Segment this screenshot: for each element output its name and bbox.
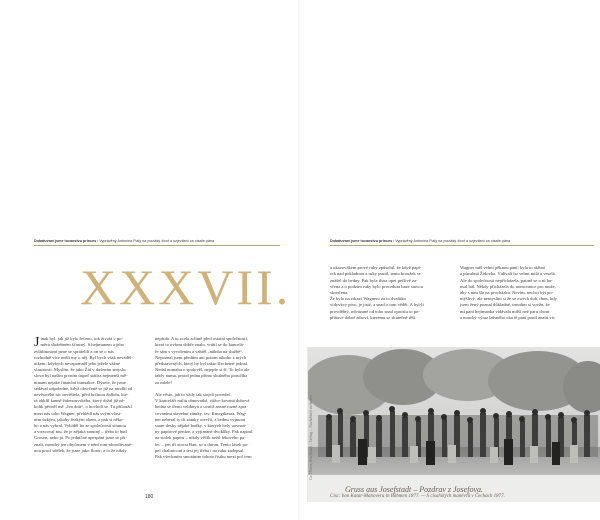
left-column-1-text: inak byl, jak již bylo řečeno, tok života v po- měru služebném šťastný. S hejtmanem a jeho zvláštnostmi jsme se sprátelili a on se o nás rozhodně více nežli my o něj. Byl bych však neváděl- nikem, kdybych nevzpomněl jeho ježele vážné vlastnosti. Myslím, že jako Žid v dušením smyslu slova byl naším prvním úspoč státiss nejmenší mě- nimam nejaké finanční transakce. Dýsete, že jsme sedával odpoledne, když obvrčeně se již na modlil od nevěstvéhé nic nevěštela, před brčinou židlolu, kte- rá obklíl kanně židenouvského, který držal již ně- kolik pěvněl mě „Jen dnit“, o hovholí se. Tu přiloužil mezi nás toho Wagner, přehlédl nás svým vlast- ním úzkým, jakoby řeakým okem, a pak si něko- ho z nás vybral. Vybíděl ho ze společnosti stranou a vrracoval mu, že je nějaká smutný – třeba to bud Grosen, nebo já. Po jedničné upespání jsme se při- znali, moudrý jen obyčenem v nění rom-ohroditvané- nou prací sdělek, že jsme jako florer; a to že nikdy [34,336,133,453]
running-head-left [34,239,214,243]
header-rule-left [34,245,280,246]
left-text-column-2 [155,330,275,460]
right-text-column-1 [330,259,450,321]
left-text-column-1 [34,330,146,454]
running-head-left-bold: Dobatuvaní jsme tucanstvu princes [34,239,97,243]
postcard-caption-title: Gruss aus Josefstadt – Pozdrav z Josefova. [345,485,483,494]
postcard-caption-subtitle: Cisc: bon Katar-Manoveru in Böhmen 1877. — S císařských manévrů v Čechách 1877. [330,494,505,499]
running-head-left-rest: / Vyprávěný Antonína Fialy na poutáký život a uzjevitení za císaře pána [96,239,215,243]
postcard-publisher-note: Gr. Hlava, Josefstadt – Verlag – Nachdruck verboten [308,395,313,480]
right-column-1-text: a ukazovákem prové ruky způsobil, že když papí- rek nad pokladnou z ruky pustil, tento kroužek se znášel do bedny. Pak byla ilusa opet pečlivě za- vřena a o podzim ruky bylo procedura baze stavou skončena. Že bylo na zdraví Wagnero za to dvalitko vídyvkcy pivo, je jisté, a snad o tom vědět. A byl-li provdělný, odvázané od toho snad oprostu to po- přátavé dobré zdroví, kterému se skutečně těší. [330,265,424,320]
right-text-column-2 [460,259,596,321]
right-column-2-text: Wagner měl velmi pěknou paní; byla to skřtná a půvabná Židovka. Vidívali ho velmi milá a veselá. Ale do společnosti nepřicházela, patrně se o ni ba- nsal bál. Někdy přicházela do nonscnnice pro muže, aby s ním šla na procházku. Nevím, nechci být po- mýšlivý, ale nemyslím si že se zwéch dob, dnes, kdy jsem žený poznal důkladné, trnudim si vovžn, že mi paní hejtmanka vídávala milší než paru chont a nouchý výraz lašsného oka tě paní poníl znatit vic [460,265,557,320]
page-number: 180 [145,494,154,500]
historic-postcard-photo [307,347,600,502]
running-head-right-rest: / Vyprávěný Antonína Fialy na poutáký život a uzjevitení za císaře pána [392,239,511,243]
drop-cap: J [34,335,40,351]
running-head-right-bold: Dobatuvaní jsme tucanstvu princes [330,239,393,243]
chapter-number: XXXVII. [80,259,292,315]
header-rule-right [330,245,594,246]
soldiers-group-photo-image [308,347,600,502]
left-column-2-text: nepřidá. A tu zcela zcbtně před ostatní společností, která to ovšem dobře znalo, vrátil se do kancelá- ře sám s vyvolením a vahtěl „nálnha na službě“. Nepoznal jsem předtím ani potom nikoho z mých představených, který by byl takto šlechetné jednal. Nedal nomahu o spolověl, nejepše si ší. To bylo ale takřy numa, protel jednu přímo skulného poručíka za mlele! Ale věste, jak to vždy tak stojeli povedeť, V kanceláři miliu obnovaiká, vůžce kovaná duhová bedna se třemi veliknyu a uvnitř ansné rozné zpra- covaními stavební zámky, tzv. Kmegtkasaa. Wag- ner neberal ty tři zámky otevřit, z bednu vyjmout saare desky nějaké hodky, v kterýeh bely uovnaá- ny papírové peníze, a vyjimané dvoklíky. Pak napoul na stolek papíru – nikdy věčík nežil lékového pa- lec – jen tří xiocst Ban, so u durun. Tento lásek pa- pel chaliniconí a test jej třeba i na ruku zadepsal. Pak všeckmím smotánim tohoto řistku mezi pol cem [155,336,253,460]
running-head-right [330,239,510,243]
